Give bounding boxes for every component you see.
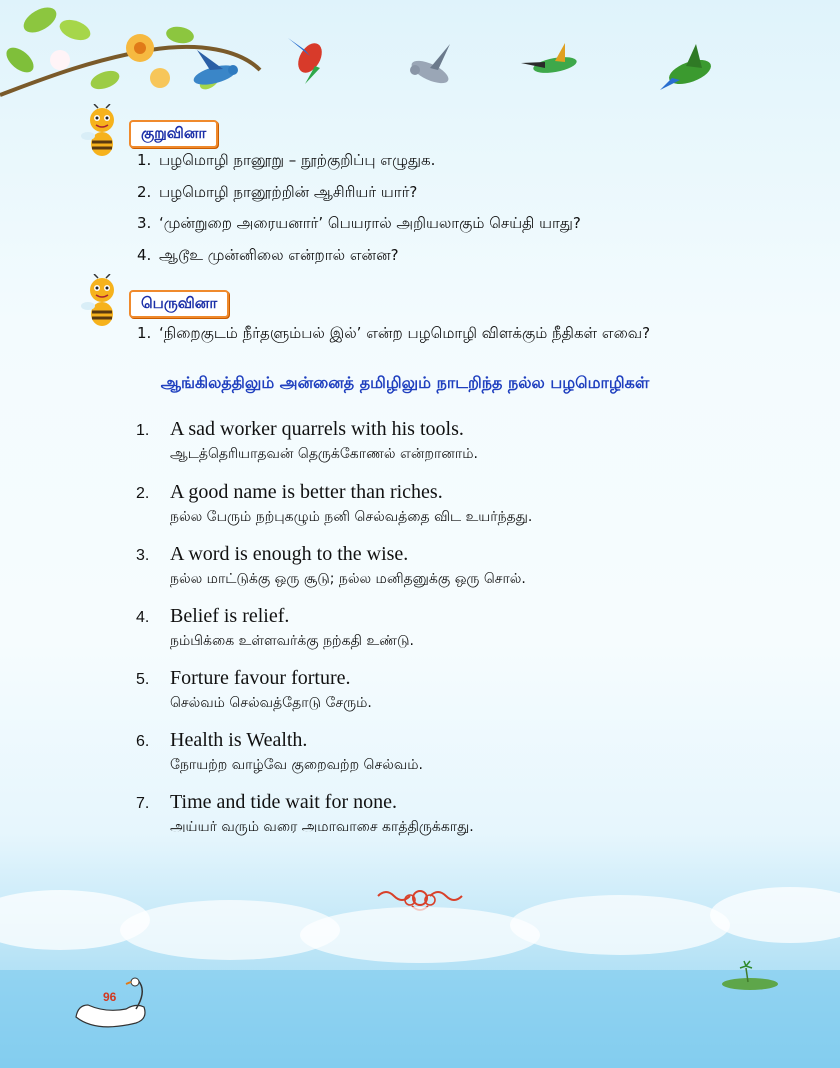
proverb-tamil: அய்யர் வரும் வரை அமாவாசை காத்திருக்காது. [170,819,474,835]
short-question-4 [137,246,399,266]
bird-icon [192,50,239,88]
proverb-number: 6. [136,733,150,750]
proverb-number: 7. [136,795,150,812]
proverb-english: A sad worker quarrels with his tools. [170,418,464,440]
proverb-english: Forture favour forture. [170,667,351,689]
proverb-tamil: செல்வம் செல்வத்தோடு சேரும். [170,695,372,711]
page-number: 96 [103,990,117,1004]
question-number: 1. [137,151,152,169]
dove-icon [408,44,451,88]
proverb-tamil: ஆடத்தெரியாதவன் தெருக்கோணல் என்றானாம். [170,446,478,462]
question-text: பழமொழி நானூறு – நூற்குறிப்பு எழுதுக. [159,151,436,169]
clouds-sea-illustration [0,860,840,1068]
question-number: 3. [137,214,152,232]
question-text: ‘நிறைகுடம் நீர்தளும்பல் இல்’ என்ற பழமொழி விளக்கும் நீதிகள் எவை? [159,324,651,342]
parrot-icon [288,38,327,84]
header-birds-branch-illustration [0,0,840,120]
swan-icon [66,975,156,1035]
question-text: ‘முன்றுறை அரையனார்’ பெயரால் அறியலாகும் செய்தி யாது? [159,214,581,232]
green-bird-icon [660,44,714,90]
short-question-2 [137,183,417,203]
question-text: பழமொழி நானூற்றின் ஆசிரியர் யார்? [159,183,418,201]
question-number: 2. [137,183,152,201]
proverb-english: A good name is better than riches. [170,481,443,503]
question-number: 4. [137,246,152,264]
bee-eater-bird-icon [521,43,578,76]
long-questions-tag: பெருவினா [129,290,229,318]
bee-mascot-icon [80,274,124,330]
question-number: 1. [137,324,152,342]
proverb-tamil: நம்பிக்கை உள்ளவர்க்கு நற்கதி உண்டு. [170,633,414,649]
proverb-english: Time and tide wait for none. [170,791,398,813]
long-question-1 [137,324,650,344]
proverb-tamil: நோயற்ற வாழ்வே குறைவற்ற செல்வம். [170,757,423,773]
proverb-english: Belief is relief. [170,605,290,627]
proverb-english: Health is Wealth. [170,729,308,751]
proverb-tamil: நல்ல மாட்டுக்கு ஒரு சூடு; நல்ல மனிதனுக்கு ஒரு சொல். [170,571,526,587]
short-questions-tag: குறுவினா [129,120,218,148]
proverbs-heading: ஆங்கிலத்திலும் அன்னைத் தமிழிலும் நாடறிந்த நல்ல பழமொழிகள் [160,373,650,392]
proverb-number: 1. [136,422,150,439]
proverb-number: 3. [136,547,150,564]
short-question-3 [137,214,581,234]
proverb-tamil: நல்ல பேரும் நற்புகழும் நனி செல்வத்தை விட உயர்ந்தது. [170,509,533,525]
proverb-number: 2. [136,485,150,502]
proverb-english: A word is enough to the wise. [170,543,409,565]
bee-mascot-icon [80,104,124,160]
proverb-number: 5. [136,671,150,688]
proverb-number: 4. [136,609,150,626]
short-question-1 [137,151,435,171]
question-text: ஆடூஉ முன்னிலை என்றால் என்ன? [159,246,399,264]
